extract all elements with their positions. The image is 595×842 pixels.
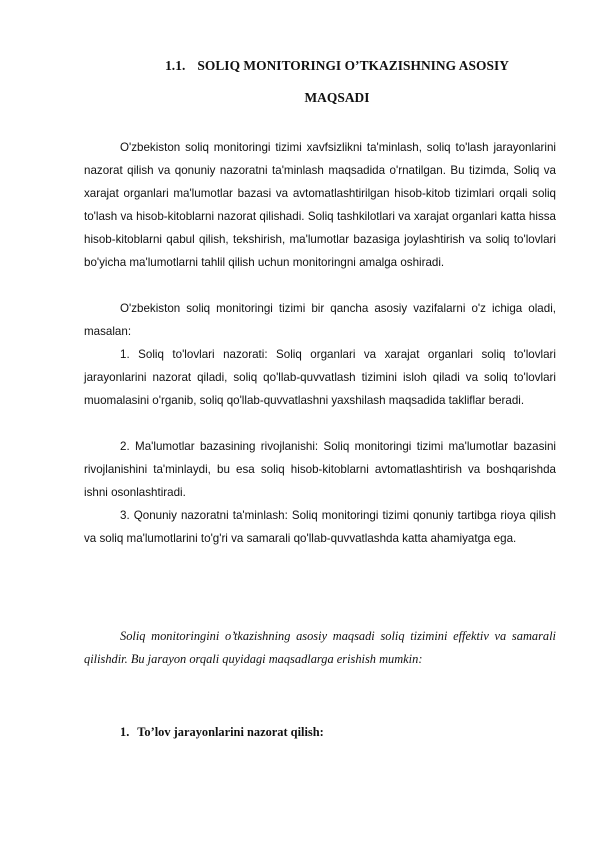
subheading-number: 1.: [120, 725, 130, 739]
subheading: [120, 724, 324, 740]
paragraph-item-2: 2. Ma'lumotlar bazasining rivojlanishi: Soliq monitoringi tizimi ma'lumotlar bazasini rivojlanishini ta'minlaydi, bu esa soliq hisob-kitoblarni avtomatlashtirish va boshqarishda ishni osonlashtiradi.: [84, 440, 556, 499]
section-number: 1.1.: [165, 58, 186, 73]
paragraph-tasks: O'zbekiston soliq monitoringi tizimi bir qancha asosiy vazifalarni o'z ichiga oladi, masalan:: [84, 302, 556, 338]
subheading-text: To’lov jarayonlarini nazorat qilish:: [137, 725, 324, 739]
section-heading: [118, 51, 556, 81]
paragraph-purpose: Soliq monitoringini o’tkazishning asosiy maqsadi soliq tizimini effektiv va samarali qilishdir. Bu jarayon orqali quyidagi maqsadlarga erishish mumkin:: [84, 629, 556, 666]
section-title-line-2: MAQSADI: [304, 90, 370, 105]
section-heading-continued: [118, 83, 556, 113]
section-title-line-1: SOLIQ MONITORINGI O’TKAZISHNING ASOSIY: [197, 58, 509, 73]
paragraph-item-3: 3. Qonuniy nazoratni ta'minlash: Soliq monitoringi tizimi qonuniy tartibga rioya qilish va soliq ma'lumotlarini to'g'ri va samarali qo'llab-quvvatlashda katta ahamiyatga ega.: [84, 509, 556, 545]
paragraph-intro: O'zbekiston soliq monitoringi tizimi xavfsizlikni ta'minlash, soliq to'lash jarayonlarini nazorat qilish va qonuniy nazoratni ta'minlash maqsadida o'rnatilgan. Bu tizimda, Soliq va xarajat organlari ma'lumotlar bazasi va avtomatlashtirilgan hisob-kitob tizimlari orqali soliq to'lash va hisob-kitoblarni nazorat qilishadi. Soliq tashkilotlari va xarajat organlari katta hissa hisob-kitoblarni qabul qilish, tekshirish, ma'lumotlar bazasiga joylashtirish va soliq to'lovlari bo'yicha ma'lumotlarni tahlil qilish uchun monitoringni amalga oshiradi.: [84, 141, 556, 269]
paragraph-item-1: 1. Soliq to'lovlari nazorati: Soliq organlari va xarajat organlari soliq to'lovlari jarayonlarini nazorat qiladi, soliq qo'llab-quvvatlash tizimini isloh qiladi va soliq to'lovlari muomalasini o'rganib, soliq qo'llab-quvvatlashni yaxshilash maqsadida takliflar beradi.: [84, 348, 556, 407]
